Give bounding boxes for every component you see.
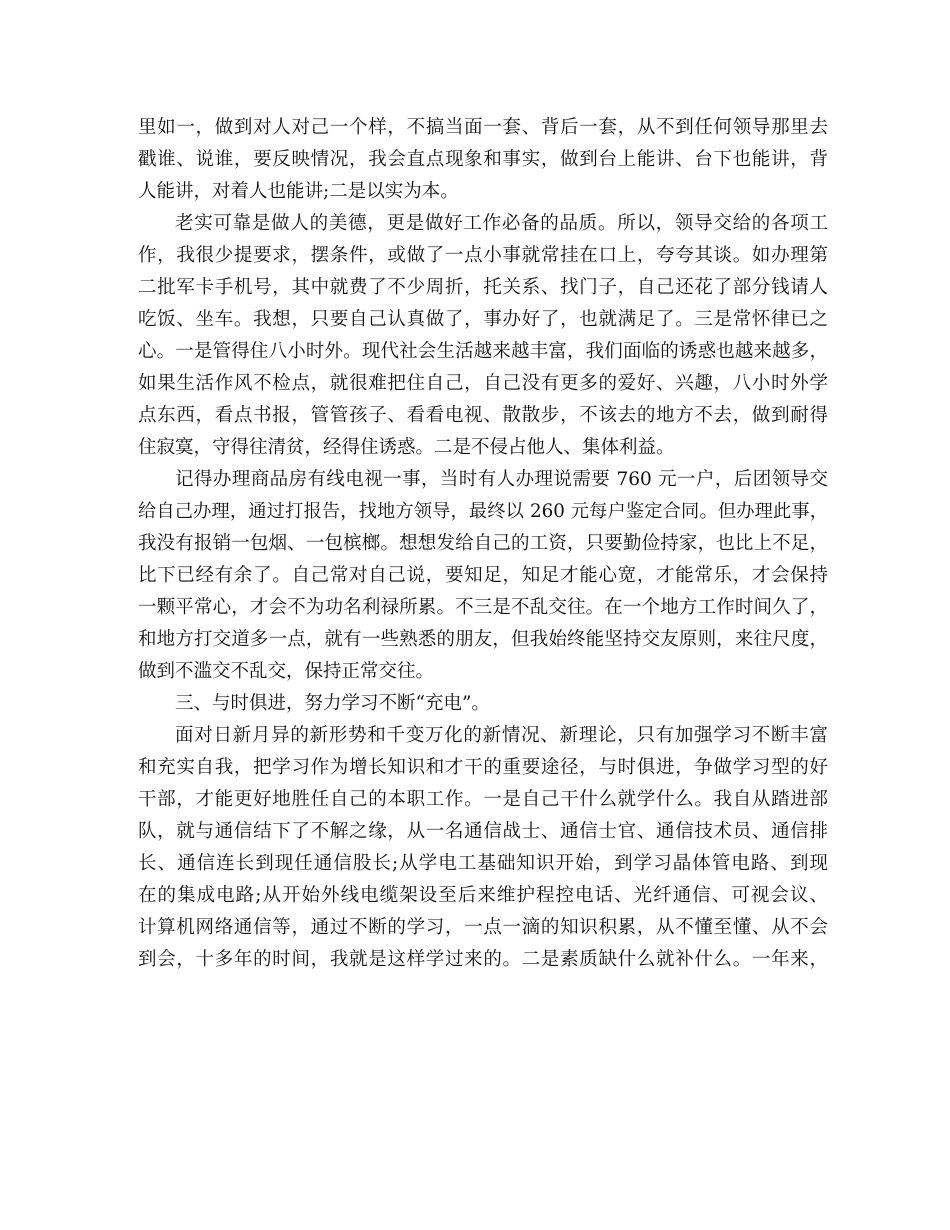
paragraph <box>138 688 828 720</box>
text-line: 如果生活作风不检点，就很难把住自己，自己没有更多的爱好、兴趣，八小时外学 <box>138 373 828 394</box>
text-line: 给自己办理，通过打报告，找地方领导，最终以 260 元每户鉴定合同。但办理此事， <box>138 501 828 522</box>
text-line: 一颗平常心，才会不为功名利禄所累。不三是不乱交往。在一个地方工作时间久了， <box>138 597 828 618</box>
text-line: 到会，十多年的时间，我就是这样学过来的。二是素质缺什么就补什么。一年来， <box>138 949 828 970</box>
paragraph <box>138 112 828 208</box>
paragraph <box>138 208 828 464</box>
text-line: 吃饭、坐车。我想，只要自己认真做了，事办好了，也就满足了。三是常怀律已之 <box>138 309 828 330</box>
text-line: 作，我很少提要求，摆条件，或做了一点小事就常挂在口上，夸夸其谈。如办理第 <box>138 245 828 266</box>
text-line: 戳谁、说谁，要反映情况，我会直点现象和事实，做到台上能讲、台下也能讲，背 <box>138 149 828 170</box>
text-line: 心。一是管得住八小时外。现代社会生活越来越丰富，我们面临的诱惑也越来越多， <box>138 341 828 362</box>
text-line: 计算机网络通信等，通过不断的学习，一点一滴的知识积累，从不懂至懂、从不会 <box>138 917 828 938</box>
text-line: 人能讲，对着人也能讲;二是以实为本。 <box>138 181 459 202</box>
text-line: 比下已经有余了。自己常对自己说，要知足，知足才能心宽，才能常乐，才会保持 <box>138 565 828 586</box>
text-line: 住寂寞，守得往清贫，经得住诱惑。二是不侵占他人、集体利益。 <box>138 437 675 458</box>
text-line: 老实可靠是做人的美德，更是做好工作必备的品质。所以，领导交给的各项工 <box>175 213 828 234</box>
text-line: 面对日新月异的新形势和千变万化的新情况、新理论，只有加强学习不断丰富 <box>175 725 828 746</box>
text-line: 和充实自我，把学习作为增长知识和才干的重要途径，与时俱进，争做学习型的好 <box>138 757 828 778</box>
text-line: 我没有报销一包烟、一包槟榔。想想发给自己的工资，只要勤俭持家，也比上不足， <box>138 533 828 554</box>
paragraph <box>138 720 828 976</box>
text-line: 二批军卡手机号，其中就费了不少周折，托关系、找门子，自己还花了部分钱请人 <box>138 277 828 298</box>
text-line: 三、与时俱进，努力学习不断“充电”。 <box>175 693 490 714</box>
paragraph <box>138 464 828 688</box>
text-line: 干部，才能更好地胜任自己的本职工作。一是自己干什么就学什么。我自从踏进部 <box>138 789 828 810</box>
text-line: 点东西，看点书报，管管孩子、看看电视、散散步，不该去的地方不去，做到耐得 <box>138 405 828 426</box>
text-line: 长、通信连长到现任通信股长;从学电工基础知识开始，到学习晶体管电路、到现 <box>138 853 828 874</box>
text-line: 队，就与通信结下了不解之缘，从一名通信战士、通信士官、通信技术员、通信排 <box>138 821 828 842</box>
text-line: 里如一，做到对人对己一个样，不搞当面一套、背后一套，从不到任何领导那里去 <box>138 117 828 138</box>
text-line: 和地方打交道多一点，就有一些熟悉的朋友，但我始终能坚持交友原则，来往尺度， <box>138 629 828 650</box>
text-line: 做到不滥交不乱交，保持正常交往。 <box>138 661 435 682</box>
document-body <box>138 112 828 976</box>
text-line: 记得办理商品房有线电视一事，当时有人办理说需要 760 元一户，后团领导交 <box>175 469 828 490</box>
text-line: 在的集成电路;从开始外线电缆架设至后来维护程控电话、光纤通信、可视会议、 <box>138 885 828 906</box>
